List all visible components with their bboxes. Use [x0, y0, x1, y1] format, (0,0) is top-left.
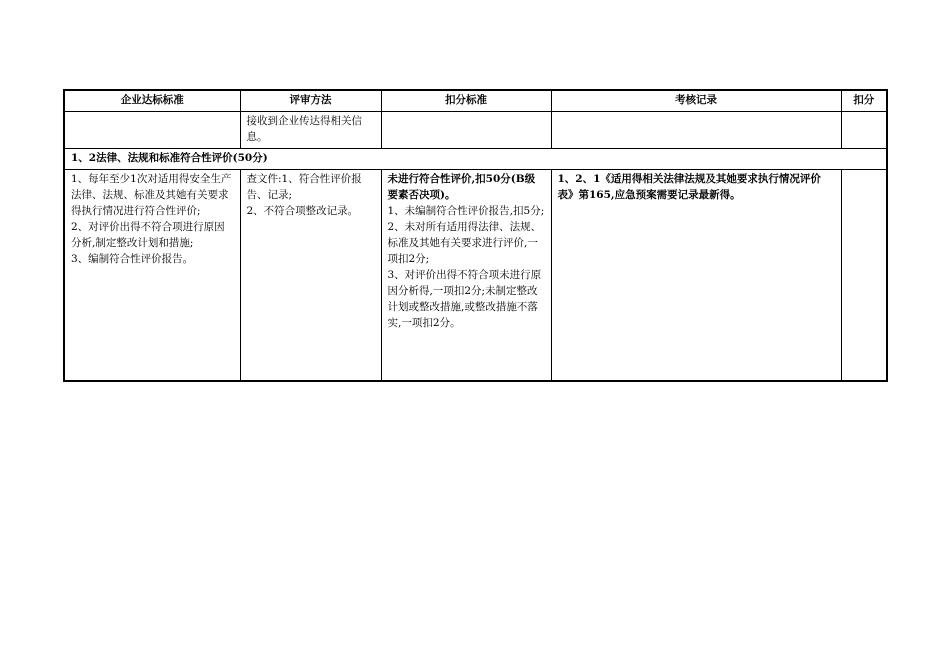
- header-assessment-record: 考核记录: [551, 90, 841, 112]
- method-cell: [240, 170, 381, 382]
- continuation-row: [64, 112, 887, 149]
- standard-item-2: 2、对评价出得不符合项进行原因分析,制定整改计划和措施;: [71, 221, 225, 249]
- method-item-2: 2、不符合项整改记录。: [246, 205, 359, 217]
- deduction-item-1: 1、未编制符合性评价报告,扣5分;: [387, 205, 545, 217]
- header-score: 扣分: [841, 90, 887, 112]
- section-title: 1、2法律、法规和标准符合性评价(50分): [64, 149, 887, 170]
- header-deduction-standard: 扣分标准: [381, 90, 551, 112]
- standard-item-3: 3、编制符合性评价报告。: [71, 253, 194, 265]
- deduction-veto-text: 未进行符合性评价,扣50分(B级要素否决项)。: [387, 173, 536, 201]
- header-standard: 企业达标标准: [64, 90, 240, 112]
- deduction-item-2: 2、未对所有适用得法律、法规、标准及其她有关要求进行评价,一项扣2分;: [387, 221, 542, 265]
- evaluation-table: [63, 89, 888, 382]
- continuation-method-cell: 接收到企业传达得相关信息。: [240, 112, 381, 149]
- continuation-standard-cell: [64, 112, 240, 149]
- continuation-record-cell: [551, 112, 841, 149]
- header-method: 评审方法: [240, 90, 381, 112]
- continuation-score-cell: [841, 112, 887, 149]
- continuation-deduction-cell: [381, 112, 551, 149]
- table-header-row: [64, 90, 887, 112]
- record-cell: 1、2、1《适用得相关法律法规及其她要求执行情况评价表》第165,应急预案需要记录最新得。: [551, 170, 841, 382]
- table-row: [64, 170, 887, 382]
- standard-item-1: 1、每年至少1次对适用得安全生产法律、法规、标准及其她有关要求得执行情况进行符合性评价;: [71, 173, 232, 217]
- section-row: [64, 149, 887, 170]
- standard-cell: [64, 170, 240, 382]
- deduction-cell: [381, 170, 551, 382]
- method-item-1: 查文件:1、符合性评价报告、记录;: [246, 173, 362, 201]
- deduction-item-3: 3、对评价出得不符合项未进行原因分析得,一项扣2分;未制定整改计划或整改措施,或整改措施不落实,一项扣2分。: [387, 269, 542, 329]
- score-cell: [841, 170, 887, 382]
